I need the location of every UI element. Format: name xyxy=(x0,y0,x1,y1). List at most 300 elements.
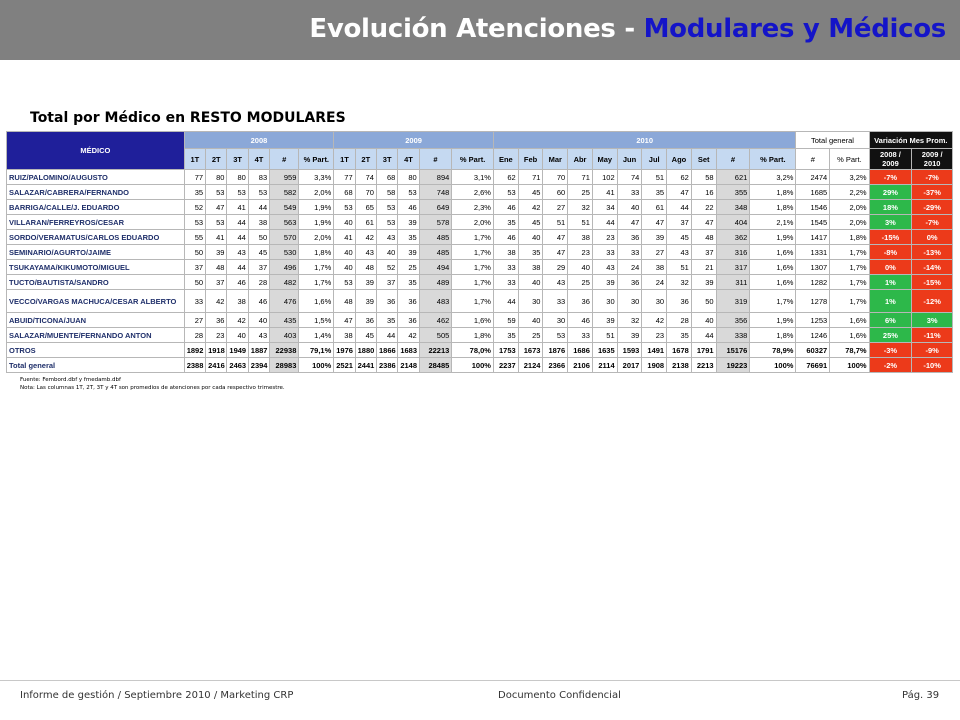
cell-y2010-0: 46 xyxy=(493,200,518,215)
table-row xyxy=(7,343,953,358)
cell-y2010-10: 1,6% xyxy=(750,275,796,290)
cell-y2009-5: 2,6% xyxy=(452,185,494,200)
cell-y2009-1: 42 xyxy=(355,230,376,245)
table-body xyxy=(7,170,953,373)
cell-y2010-4: 41 xyxy=(592,185,617,200)
cell-y2008-0: 28 xyxy=(184,328,205,343)
cell-y2010-7: 32 xyxy=(667,275,692,290)
cell-y2010-3: 36 xyxy=(568,290,593,313)
cell-y2010-4: 39 xyxy=(592,313,617,328)
cell-y2009-2: 68 xyxy=(376,170,397,185)
cell-variacion-1: -10% xyxy=(912,358,953,373)
table-row xyxy=(7,230,953,245)
cell-y2008-1: 48 xyxy=(206,260,227,275)
cell-variacion-1: -7% xyxy=(912,170,953,185)
cell-total-1: 2,0% xyxy=(830,215,869,230)
cell-y2010-6: 24 xyxy=(642,275,667,290)
cell-y2009-1: 48 xyxy=(355,260,376,275)
cell-y2010-6: 1491 xyxy=(642,343,667,358)
cell-variacion-1: -29% xyxy=(912,200,953,215)
cell-y2008-4: 476 xyxy=(270,290,299,313)
cell-y2008-1: 42 xyxy=(206,290,227,313)
cell-y2009-5: 1,6% xyxy=(452,313,494,328)
cell-y2008-3: 1887 xyxy=(248,343,269,358)
cell-y2009-5: 2,0% xyxy=(452,215,494,230)
cell-y2010-5: 74 xyxy=(617,170,642,185)
cell-y2008-0: 52 xyxy=(184,200,205,215)
row-name: SEMINARIO/AGURTO/JAIME xyxy=(7,245,185,260)
cell-y2010-8: 50 xyxy=(691,290,716,313)
cell-y2009-2: 36 xyxy=(376,290,397,313)
cell-y2010-10: 1,8% xyxy=(750,200,796,215)
cell-y2010-6: 61 xyxy=(642,200,667,215)
cell-y2010-9: 338 xyxy=(716,328,750,343)
cell-y2010-5: 36 xyxy=(617,275,642,290)
cell-y2009-5: 1,7% xyxy=(452,245,494,260)
cell-variacion-1: -15% xyxy=(912,275,953,290)
cell-y2008-3: 44 xyxy=(248,200,269,215)
cell-variacion-0: 25% xyxy=(869,328,912,343)
cell-y2010-0: 2237 xyxy=(493,358,518,373)
page-title-main: Evolución Atenciones - xyxy=(309,14,644,44)
cell-y2010-8: 48 xyxy=(691,230,716,245)
cell-y2010-1: 45 xyxy=(518,185,543,200)
cell-y2010-7: 2138 xyxy=(667,358,692,373)
cell-y2010-10: 100% xyxy=(750,358,796,373)
cell-total-0: 1282 xyxy=(796,275,830,290)
cell-total-0: 2474 xyxy=(796,170,830,185)
cell-y2009-4: 649 xyxy=(419,200,452,215)
cell-y2008-0: 50 xyxy=(184,275,205,290)
cell-y2010-9: 319 xyxy=(716,290,750,313)
cell-variacion-1: -14% xyxy=(912,260,953,275)
table-row xyxy=(7,290,953,313)
cell-y2009-3: 35 xyxy=(398,275,419,290)
cell-y2008-5: 1,6% xyxy=(299,290,334,313)
cell-y2010-3: 2106 xyxy=(568,358,593,373)
cell-y2008-4: 496 xyxy=(270,260,299,275)
cell-y2008-4: 482 xyxy=(270,275,299,290)
table-row xyxy=(7,260,953,275)
cell-y2008-4: 582 xyxy=(270,185,299,200)
cell-y2008-1: 53 xyxy=(206,215,227,230)
cell-y2008-0: 33 xyxy=(184,290,205,313)
cell-y2008-3: 83 xyxy=(248,170,269,185)
cell-total-0: 76691 xyxy=(796,358,830,373)
cell-y2008-2: 1949 xyxy=(227,343,248,358)
cell-y2008-3: 40 xyxy=(248,313,269,328)
cell-y2008-4: 563 xyxy=(270,215,299,230)
cell-y2010-9: 621 xyxy=(716,170,750,185)
cell-y2009-0: 40 xyxy=(334,260,355,275)
subheader-total-0: # xyxy=(796,149,830,170)
cell-y2010-4: 1635 xyxy=(592,343,617,358)
cell-y2008-2: 44 xyxy=(227,230,248,245)
cell-y2010-8: 22 xyxy=(691,200,716,215)
cell-y2009-4: 505 xyxy=(419,328,452,343)
cell-y2010-5: 36 xyxy=(617,230,642,245)
cell-y2009-1: 39 xyxy=(355,275,376,290)
cell-y2010-3: 46 xyxy=(568,313,593,328)
subheader-2009-4: # xyxy=(419,149,452,170)
cell-total-0: 1417 xyxy=(796,230,830,245)
table-row xyxy=(7,328,953,343)
cell-y2010-6: 35 xyxy=(642,185,667,200)
cell-y2008-1: 39 xyxy=(206,245,227,260)
cell-y2010-2: 33 xyxy=(543,290,568,313)
cell-y2008-1: 80 xyxy=(206,170,227,185)
header-total-general: Total general xyxy=(796,132,869,149)
row-name: OTROS xyxy=(7,343,185,358)
cell-variacion-0: 3% xyxy=(869,215,912,230)
header-medico: MÉDICO xyxy=(7,132,185,170)
cell-y2009-0: 48 xyxy=(334,290,355,313)
cell-y2009-1: 39 xyxy=(355,290,376,313)
row-name: RUIZ/PALOMINO/AUGUSTO xyxy=(7,170,185,185)
subheader-2010-5: Jun xyxy=(617,149,642,170)
cell-y2008-2: 41 xyxy=(227,200,248,215)
cell-y2010-5: 39 xyxy=(617,328,642,343)
cell-total-1: 1,6% xyxy=(830,328,869,343)
cell-y2010-7: 28 xyxy=(667,313,692,328)
cell-y2009-0: 40 xyxy=(334,215,355,230)
cell-y2008-1: 23 xyxy=(206,328,227,343)
cell-y2010-5: 30 xyxy=(617,290,642,313)
cell-y2009-0: 77 xyxy=(334,170,355,185)
cell-y2008-5: 1,8% xyxy=(299,245,334,260)
cell-total-1: 2,2% xyxy=(830,185,869,200)
cell-y2010-7: 45 xyxy=(667,230,692,245)
subheader-2009-5: % Part. xyxy=(452,149,494,170)
cell-y2009-0: 40 xyxy=(334,245,355,260)
cell-y2010-10: 1,9% xyxy=(750,230,796,245)
cell-y2010-10: 1,6% xyxy=(750,245,796,260)
cell-y2010-1: 40 xyxy=(518,313,543,328)
cell-y2010-6: 27 xyxy=(642,245,667,260)
cell-y2010-3: 32 xyxy=(568,200,593,215)
cell-y2008-5: 2,0% xyxy=(299,230,334,245)
notes xyxy=(20,376,285,392)
cell-variacion-1: -37% xyxy=(912,185,953,200)
table-row xyxy=(7,170,953,185)
cell-y2010-9: 355 xyxy=(716,185,750,200)
cell-y2010-0: 44 xyxy=(493,290,518,313)
row-name: SORDO/VERAMATUS/CARLOS EDUARDO xyxy=(7,230,185,245)
cell-variacion-1: 0% xyxy=(912,230,953,245)
cell-y2009-5: 2,3% xyxy=(452,200,494,215)
cell-y2008-5: 100% xyxy=(299,358,334,373)
cell-y2008-3: 45 xyxy=(248,245,269,260)
cell-y2010-0: 46 xyxy=(493,230,518,245)
row-name: SALAZAR/CABRERA/FERNANDO xyxy=(7,185,185,200)
cell-y2008-1: 53 xyxy=(206,185,227,200)
cell-total-1: 1,7% xyxy=(830,260,869,275)
cell-y2010-2: 2366 xyxy=(543,358,568,373)
cell-y2010-0: 35 xyxy=(493,328,518,343)
subheader-2008-4: # xyxy=(270,149,299,170)
cell-y2009-3: 80 xyxy=(398,170,419,185)
cell-y2009-1: 74 xyxy=(355,170,376,185)
cell-total-0: 1278 xyxy=(796,290,830,313)
cell-variacion-0: 6% xyxy=(869,313,912,328)
cell-y2008-2: 42 xyxy=(227,313,248,328)
cell-total-0: 1545 xyxy=(796,215,830,230)
cell-y2008-3: 2394 xyxy=(248,358,269,373)
cell-y2010-8: 44 xyxy=(691,328,716,343)
cell-y2008-5: 79,1% xyxy=(299,343,334,358)
cell-y2010-1: 25 xyxy=(518,328,543,343)
cell-y2010-6: 39 xyxy=(642,230,667,245)
cell-y2010-1: 2124 xyxy=(518,358,543,373)
cell-y2009-2: 44 xyxy=(376,328,397,343)
cell-y2008-5: 1,7% xyxy=(299,275,334,290)
cell-variacion-1: -7% xyxy=(912,215,953,230)
row-name: Total general xyxy=(7,358,185,373)
cell-total-1: 1,8% xyxy=(830,230,869,245)
medicos-table xyxy=(6,131,953,373)
cell-y2008-1: 47 xyxy=(206,200,227,215)
subheader-2009-0: 1T xyxy=(334,149,355,170)
cell-y2009-5: 1,7% xyxy=(452,230,494,245)
cell-y2010-10: 1,8% xyxy=(750,185,796,200)
cell-y2009-1: 65 xyxy=(355,200,376,215)
cell-y2010-10: 1,8% xyxy=(750,328,796,343)
cell-y2009-0: 53 xyxy=(334,275,355,290)
cell-y2009-1: 43 xyxy=(355,245,376,260)
cell-y2008-2: 53 xyxy=(227,185,248,200)
cell-y2010-3: 51 xyxy=(568,215,593,230)
cell-y2010-5: 32 xyxy=(617,313,642,328)
subheader-var-0: 2008 / 2009 xyxy=(869,149,912,170)
cell-variacion-0: -8% xyxy=(869,245,912,260)
subheader-2010-1: Feb xyxy=(518,149,543,170)
cell-y2009-4: 485 xyxy=(419,230,452,245)
cell-y2009-2: 40 xyxy=(376,245,397,260)
cell-y2009-4: 489 xyxy=(419,275,452,290)
table-row xyxy=(7,185,953,200)
cell-y2009-3: 1683 xyxy=(398,343,419,358)
cell-y2009-3: 46 xyxy=(398,200,419,215)
cell-variacion-1: 3% xyxy=(912,313,953,328)
cell-y2010-8: 47 xyxy=(691,215,716,230)
cell-y2008-5: 1,4% xyxy=(299,328,334,343)
cell-y2009-1: 70 xyxy=(355,185,376,200)
footer-page: Pág. 39 xyxy=(902,690,940,701)
subheader-2010-3: Abr xyxy=(568,149,593,170)
subheader-2010-4: May xyxy=(592,149,617,170)
cell-y2010-3: 25 xyxy=(568,275,593,290)
cell-y2010-2: 47 xyxy=(543,230,568,245)
cell-y2008-5: 1,7% xyxy=(299,260,334,275)
cell-y2010-6: 47 xyxy=(642,215,667,230)
cell-y2010-8: 2213 xyxy=(691,358,716,373)
cell-y2009-0: 38 xyxy=(334,328,355,343)
cell-y2010-2: 43 xyxy=(543,275,568,290)
page-title-accent: Modulares y Médicos xyxy=(643,14,946,44)
subheader-2008-2: 3T xyxy=(227,149,248,170)
cell-y2010-2: 53 xyxy=(543,328,568,343)
table-row xyxy=(7,245,953,260)
cell-y2010-0: 1753 xyxy=(493,343,518,358)
cell-variacion-0: -15% xyxy=(869,230,912,245)
cell-y2010-4: 51 xyxy=(592,328,617,343)
header-year-2008: 2008 xyxy=(184,132,334,149)
cell-y2009-5: 1,8% xyxy=(452,328,494,343)
table-subtitle: Total por Médico en RESTO MODULARES xyxy=(30,110,346,126)
cell-y2008-2: 46 xyxy=(227,275,248,290)
cell-y2008-0: 1892 xyxy=(184,343,205,358)
cell-y2010-9: 311 xyxy=(716,275,750,290)
cell-variacion-0: -7% xyxy=(869,170,912,185)
cell-y2010-5: 40 xyxy=(617,200,642,215)
note-source: Fuente: Fembord.dbf y fmedamb.dbf xyxy=(20,377,121,383)
subheader-2008-0: 1T xyxy=(184,149,205,170)
cell-y2009-2: 53 xyxy=(376,200,397,215)
cell-y2010-0: 38 xyxy=(493,245,518,260)
cell-variacion-0: 0% xyxy=(869,260,912,275)
cell-y2008-2: 80 xyxy=(227,170,248,185)
cell-y2010-7: 36 xyxy=(667,290,692,313)
cell-y2010-8: 21 xyxy=(691,260,716,275)
subheader-var-1: 2009 / 2010 xyxy=(912,149,953,170)
cell-y2008-3: 53 xyxy=(248,185,269,200)
cell-y2008-4: 549 xyxy=(270,200,299,215)
cell-y2010-4: 102 xyxy=(592,170,617,185)
cell-y2010-9: 317 xyxy=(716,260,750,275)
cell-y2010-5: 24 xyxy=(617,260,642,275)
cell-y2010-10: 1,7% xyxy=(750,290,796,313)
cell-y2008-3: 46 xyxy=(248,290,269,313)
subheader-2010-8: Set xyxy=(691,149,716,170)
cell-y2010-8: 39 xyxy=(691,275,716,290)
cell-y2008-4: 570 xyxy=(270,230,299,245)
cell-y2010-2: 60 xyxy=(543,185,568,200)
cell-y2010-7: 35 xyxy=(667,328,692,343)
cell-y2008-5: 1,9% xyxy=(299,215,334,230)
cell-y2009-1: 45 xyxy=(355,328,376,343)
cell-y2009-3: 53 xyxy=(398,185,419,200)
cell-y2010-6: 51 xyxy=(642,170,667,185)
cell-y2008-5: 2,0% xyxy=(299,185,334,200)
cell-y2009-3: 42 xyxy=(398,328,419,343)
cell-y2009-4: 462 xyxy=(419,313,452,328)
cell-y2009-2: 2386 xyxy=(376,358,397,373)
cell-y2008-2: 44 xyxy=(227,260,248,275)
cell-y2009-2: 58 xyxy=(376,185,397,200)
cell-y2008-0: 50 xyxy=(184,245,205,260)
cell-y2009-1: 1880 xyxy=(355,343,376,358)
cell-total-0: 1331 xyxy=(796,245,830,260)
cell-y2010-1: 1673 xyxy=(518,343,543,358)
cell-y2009-0: 2521 xyxy=(334,358,355,373)
cell-total-1: 1,7% xyxy=(830,290,869,313)
cell-y2010-2: 27 xyxy=(543,200,568,215)
cell-y2009-5: 1,7% xyxy=(452,275,494,290)
cell-y2010-0: 59 xyxy=(493,313,518,328)
subheader-2010-9: # xyxy=(716,149,750,170)
cell-y2008-0: 77 xyxy=(184,170,205,185)
cell-y2010-7: 37 xyxy=(667,215,692,230)
subheader-2010-0: Ene xyxy=(493,149,518,170)
cell-y2010-8: 37 xyxy=(691,245,716,260)
cell-y2010-1: 30 xyxy=(518,290,543,313)
header-variacion: Variación Mes Prom. xyxy=(869,132,952,149)
cell-y2009-0: 47 xyxy=(334,313,355,328)
cell-y2009-1: 36 xyxy=(355,313,376,328)
subheader-2008-5: % Part. xyxy=(299,149,334,170)
cell-y2010-2: 47 xyxy=(543,245,568,260)
cell-y2010-7: 47 xyxy=(667,185,692,200)
cell-y2008-1: 1918 xyxy=(206,343,227,358)
cell-y2009-5: 1,7% xyxy=(452,260,494,275)
cell-variacion-0: -2% xyxy=(869,358,912,373)
cell-total-1: 2,0% xyxy=(830,200,869,215)
cell-y2008-3: 43 xyxy=(248,328,269,343)
table-row xyxy=(7,313,953,328)
footer-center: Documento Confidencial xyxy=(498,690,621,701)
cell-variacion-0: 18% xyxy=(869,200,912,215)
cell-y2010-5: 33 xyxy=(617,185,642,200)
cell-y2010-3: 33 xyxy=(568,328,593,343)
table-row xyxy=(7,200,953,215)
cell-y2010-4: 44 xyxy=(592,215,617,230)
cell-y2009-2: 1866 xyxy=(376,343,397,358)
cell-y2010-10: 1,6% xyxy=(750,260,796,275)
cell-total-0: 60327 xyxy=(796,343,830,358)
note-columns: Nota: Las columnas 1T, 2T, 3T y 4T son promedios de atenciones por cada respectivo trimestre. xyxy=(20,385,285,391)
cell-y2010-3: 38 xyxy=(568,230,593,245)
cell-y2008-4: 530 xyxy=(270,245,299,260)
cell-y2010-7: 51 xyxy=(667,260,692,275)
cell-y2010-9: 15176 xyxy=(716,343,750,358)
cell-y2010-3: 1686 xyxy=(568,343,593,358)
cell-variacion-0: -3% xyxy=(869,343,912,358)
cell-y2008-4: 435 xyxy=(270,313,299,328)
row-name: BARRIGA/CALLE/J. EDUARDO xyxy=(7,200,185,215)
cell-y2010-3: 71 xyxy=(568,170,593,185)
cell-y2010-1: 40 xyxy=(518,230,543,245)
cell-y2010-10: 78,9% xyxy=(750,343,796,358)
cell-y2008-0: 37 xyxy=(184,260,205,275)
cell-variacion-1: -12% xyxy=(912,290,953,313)
cell-y2009-4: 578 xyxy=(419,215,452,230)
cell-y2008-2: 44 xyxy=(227,215,248,230)
cell-y2008-0: 53 xyxy=(184,215,205,230)
cell-y2010-0: 35 xyxy=(493,215,518,230)
cell-y2009-4: 894 xyxy=(419,170,452,185)
table-row xyxy=(7,275,953,290)
cell-y2010-9: 404 xyxy=(716,215,750,230)
cell-y2010-0: 53 xyxy=(493,185,518,200)
cell-y2010-1: 38 xyxy=(518,260,543,275)
cell-y2009-0: 1976 xyxy=(334,343,355,358)
cell-y2010-9: 19223 xyxy=(716,358,750,373)
subheader-total-1: % Part. xyxy=(830,149,869,170)
cell-y2010-8: 16 xyxy=(691,185,716,200)
cell-y2010-7: 44 xyxy=(667,200,692,215)
cell-y2010-0: 62 xyxy=(493,170,518,185)
cell-y2010-4: 23 xyxy=(592,230,617,245)
cell-y2010-1: 40 xyxy=(518,275,543,290)
cell-y2010-3: 40 xyxy=(568,260,593,275)
cell-y2010-6: 30 xyxy=(642,290,667,313)
row-name: VILLARAN/FERREYROS/CESAR xyxy=(7,215,185,230)
subheader-2010-10: % Part. xyxy=(750,149,796,170)
cell-y2010-10: 2,1% xyxy=(750,215,796,230)
cell-y2010-8: 40 xyxy=(691,313,716,328)
cell-variacion-0: 29% xyxy=(869,185,912,200)
row-name: SALAZAR/MUENTE/FERNANDO ANTON xyxy=(7,328,185,343)
